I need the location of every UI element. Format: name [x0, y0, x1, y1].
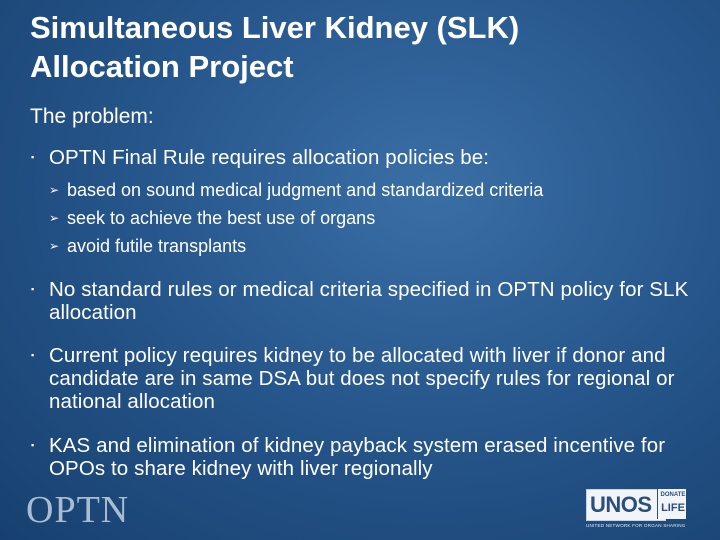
bullet-text: No standard rules or medical criteria specified in OPTN policy for SLK allocation — [49, 278, 689, 324]
donate-life-badge — [657, 489, 686, 519]
square-bullet-icon: ▪ — [31, 284, 35, 294]
unos-tagline: UNITED NETWORK FOR ORGAN SHARING — [586, 523, 686, 528]
bullet-item — [30, 278, 690, 324]
sub-bullet-text: avoid futile transplants — [67, 236, 247, 256]
bullet-item — [30, 434, 690, 480]
sub-bullet-item — [49, 204, 690, 232]
slide-title — [30, 8, 690, 86]
arrow-bullet-icon: ➢ — [49, 239, 60, 253]
sub-bullet-item — [49, 232, 690, 260]
sub-bullet-text: seek to achieve the best use of organs — [67, 208, 376, 228]
bullet-item — [30, 146, 690, 169]
bullet-list — [30, 146, 690, 480]
bullet-text: Current policy requires kidney to be allocated with liver if donor and candidate are in same DSA but does not specify rules for regional or national allocation — [49, 344, 675, 413]
unos-logo-box — [586, 489, 666, 521]
sub-bullet-item — [49, 176, 690, 204]
bullet-item — [30, 344, 690, 413]
title-line-2: Allocation Project — [30, 49, 294, 84]
slide-subtitle: The problem: — [30, 105, 154, 128]
title-line-1: Simultaneous Liver Kidney (SLK) — [30, 10, 520, 45]
bullet-text: KAS and elimination of kidney payback system erased incentive for OPOs to share kidney with liver regionally — [49, 434, 666, 480]
arrow-bullet-icon: ➢ — [49, 211, 60, 225]
square-bullet-icon: ▪ — [31, 152, 35, 162]
sub-bullet-text: based on sound medical judgment and standardized criteria — [67, 180, 544, 200]
unos-donate-life-logo — [586, 489, 696, 533]
unos-logo-text: UNOS — [590, 492, 652, 517]
square-bullet-icon: ▪ — [31, 440, 35, 450]
square-bullet-icon: ▪ — [31, 350, 35, 360]
sub-bullet-list — [49, 176, 690, 260]
arrow-bullet-icon: ➢ — [49, 183, 60, 197]
optn-logo: OPTN — [26, 489, 130, 531]
bullet-text: OPTN Final Rule requires allocation policies be: — [49, 146, 490, 169]
donate-label: DONATE — [660, 492, 686, 498]
life-label: LIFE — [661, 502, 685, 514]
